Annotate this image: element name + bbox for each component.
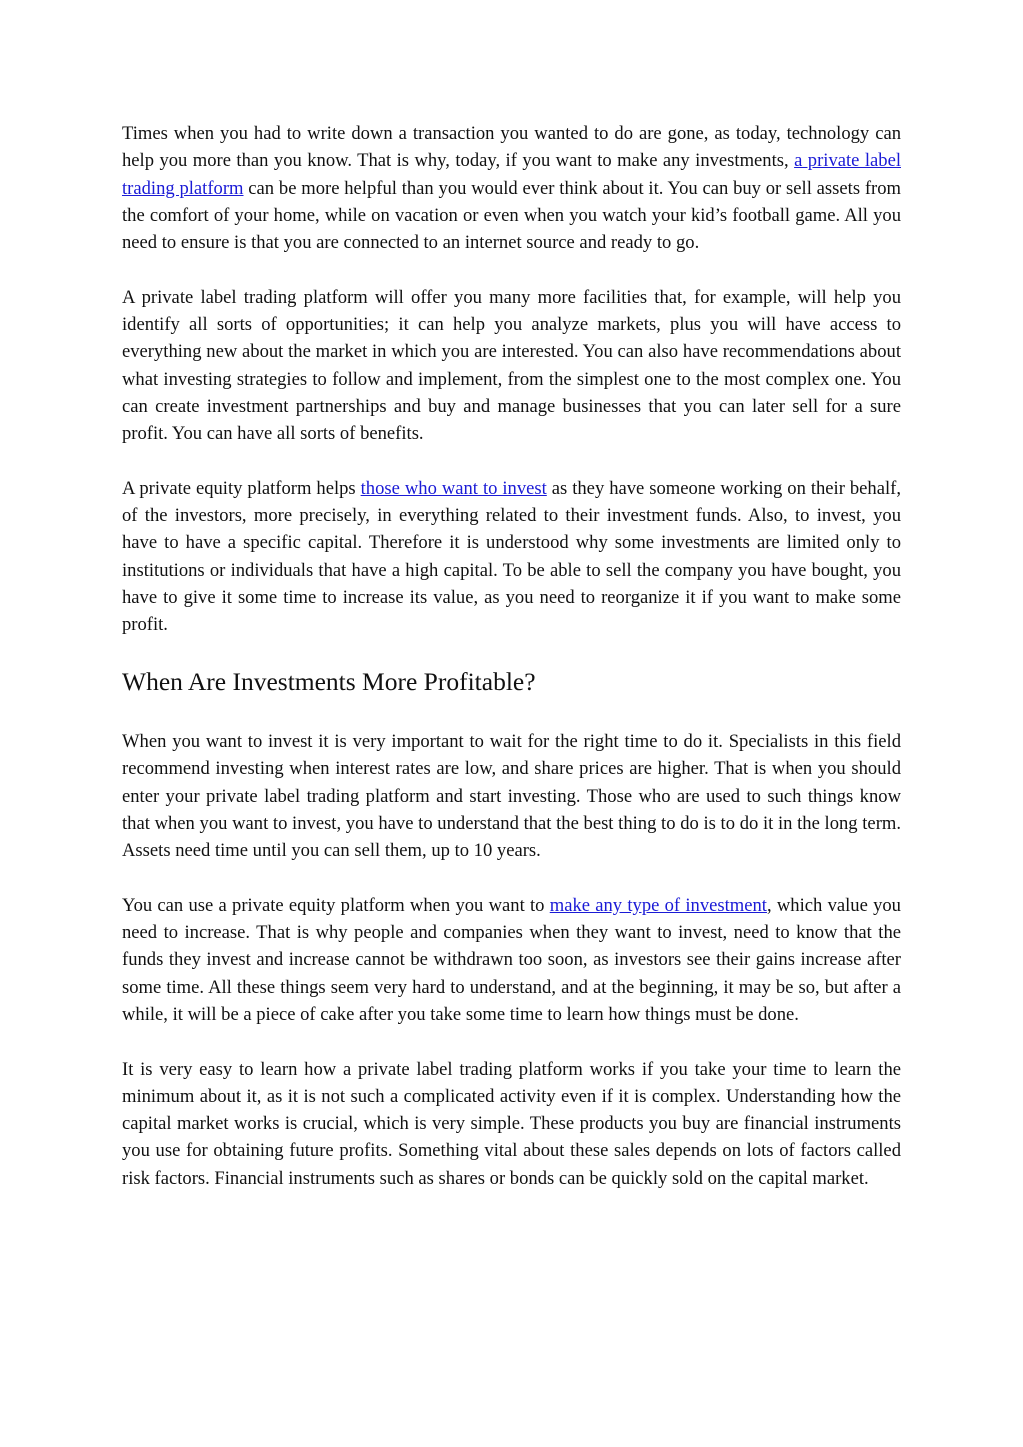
paragraph-capital-market: It is very easy to learn how a private label trading platform works if you take your time to learn the minimum about it, as it is not such a complicated activity even if it is complex. Understanding how the capital market works is crucial, which is very simple. These products you buy are financial instruments you use for obtaining future profits. Something vital about these sales depends on lots of factors called risk factors. Financial instruments such as shares or bonds can be quickly sold on the capital market. (122, 1058, 901, 1189)
paragraph-intro-text-before: Times when you had to write down a transaction you wanted to do are gone, as today, technology can help you more than you know. That is why, today, if you want to make any investments, (122, 123, 901, 172)
section-heading: When Are Investments More Profitable? (122, 666, 536, 696)
paragraph-investment-type (122, 892, 901, 1028)
paragraph-private-equity-text-after: as they have someone working on their behalf, of the investors, more precisely, in everything related to their investment funds. Also, to invest, you have to have a specific capital. Therefore it is understood why some investments are limited only to institutions or individuals that have a high capital. To be able to sell the company you have bought, you have to give it some time to increase its value, as you need to reorganize it if you want to make some profit. (122, 477, 901, 636)
document-page (122, 120, 901, 1219)
paragraph-private-equity-text-before: A private equity platform helps (122, 477, 361, 499)
link-those-who-want-to-invest[interactable]: those who want to invest (360, 477, 547, 499)
paragraph-investment-type-text-after: , which value you need to increase. That is why people and companies when they want to invest, need to know that the funds they invest and increase cannot be withdrawn too soon, as investors see their gains increase after some time. All these things seem very hard to understand, and at the beginning, it may be so, but after a while, it will be a piece of cake after you take some time to learn how things must be done. (122, 894, 901, 1025)
paragraph-right-time: When you want to invest it is very important to wait for the right time to do it. Specialists in this field recommend investing when interest rates are low, and share prices are higher. That is when you should enter your private label trading platform and start investing. Those who are used to such things know that when you want to invest, you have to understand that the best thing to do is to do it in the long term. Assets need time until you can sell them, up to 10 years. (122, 730, 901, 862)
link-make-any-type-of-investment[interactable]: make any type of investment (549, 894, 767, 916)
paragraph-facilities: A private label trading platform will offer you many more facilities that, for example, will help you identify all sorts of opportunities; it can help you analyze markets, plus you will have access to everything new about the market in which you are interested. You can also have recommendations about what investing strategies to follow and implement, from the simplest one to the most complex one. You can create investment partnerships and buy and manage businesses that you can later sell for a sure profit. You can have all sorts of benefits. (122, 286, 901, 445)
paragraph-investment-type-text-before: You can use a private equity platform when you want to (122, 894, 550, 916)
paragraph-intro-text-after: can be more helpful than you would ever think about it. You can buy or sell assets from the comfort of your home, while on vacation or even when you watch your kid’s football game. All you need to ensure is that you are connected to an internet source and ready to go. (122, 177, 901, 254)
link-private-label-trading-platform[interactable]: a private label trading platform (122, 150, 901, 199)
paragraph-intro (122, 120, 901, 256)
paragraph-private-equity (122, 475, 901, 639)
